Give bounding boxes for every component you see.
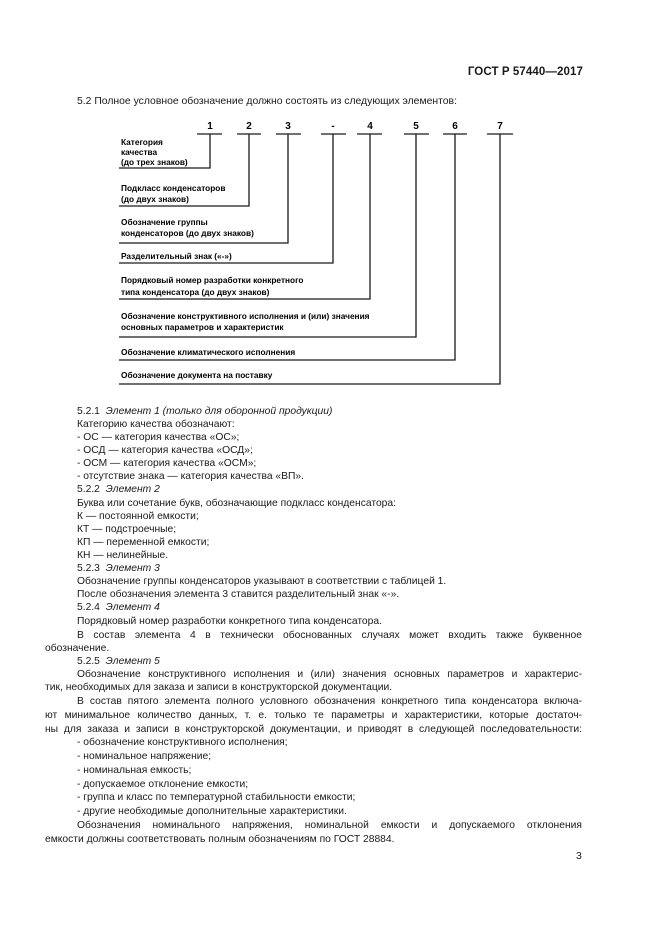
list-item: К — постоянной емкости; (77, 511, 199, 522)
subsection-title: Элемент 5 (105, 656, 160, 667)
subsection-number: 5.2.3 (77, 563, 100, 574)
position-number: 2 (246, 121, 252, 132)
diagram-label-3: Обозначение группы (121, 217, 208, 227)
list-item: - ОСД — категория качества «ОСД»; (77, 445, 253, 456)
subsection-number: 5.2.5 (77, 656, 100, 667)
diagram-label-4: типа конденсатора (до двух знаков) (121, 287, 270, 297)
paragraph: Категорию качества обозначают: (77, 419, 235, 430)
list-item: - группа и класс по температурной стабильности емкости; (77, 792, 356, 803)
subsection-number: 5.2.2 (77, 484, 100, 495)
paragraph: ны для заказа и записи в конструкторской документации, и приводят в следующей последовательности: (45, 724, 582, 735)
paragraph: емкости должны соответствовать полным обозначениям по ГОСТ 28884. (45, 834, 395, 845)
position-number: 5 (413, 121, 419, 132)
subsection-heading (77, 602, 160, 614)
diagram-label-1: (до трех знаков) (121, 157, 188, 167)
subsection-heading (77, 484, 160, 496)
subsection-title: Элемент 4 (105, 602, 160, 613)
paragraph: Обозначение группы конденсаторов указывают в соответствии с таблицей 1. (77, 576, 447, 587)
position-number: 6 (452, 121, 458, 132)
list-item: КН — нелинейные. (77, 550, 169, 561)
list-item: - отсутствие знака — категория качества «ВП». (77, 471, 305, 482)
paragraph: Обозначения номинального напряжения, номинальной емкости и допускаемого отклонения (77, 820, 582, 831)
diagram-label-6: Обозначение климатического исполнения (121, 347, 296, 357)
diagram-label-7: Обозначение документа на поставку (121, 370, 273, 380)
paragraph: В состав элемента 4 в технически обоснованных случаях может входить также буквенное (77, 630, 582, 641)
diagram-label-2: (до двух знаков) (121, 194, 189, 204)
position-number: 3 (285, 121, 291, 132)
paragraph: тик, необходимых для заказа и записи в конструкторской документации. (45, 682, 393, 693)
diagram-label-3: конденсаторов (до двух знаков) (121, 228, 254, 238)
list-item: - ОС — категория качества «ОС»; (77, 432, 240, 443)
subsection-heading (77, 406, 332, 418)
subsection-number: 5.2.4 (77, 602, 100, 613)
diagram-label-1: качества (121, 147, 158, 157)
position-number: 7 (497, 121, 503, 132)
subsection-heading (77, 656, 160, 668)
diagram-label-5: Обозначение конструктивного исполнения и (или) значения (121, 311, 370, 321)
list-item: - допускаемое отклонение емкости; (77, 779, 249, 790)
list-item: - обозначение конструктивного исполнения; (77, 737, 288, 748)
list-item: - номинальная емкость; (77, 765, 192, 776)
subsection-title: Элемент 2 (105, 484, 160, 495)
list-item: - ОСМ — категория качества «ОСМ»; (77, 458, 257, 469)
subsection-heading (77, 563, 160, 575)
designation-diagram (0, 0, 661, 400)
paragraph: После обозначения элемента 3 ставится разделительный знак «-». (77, 589, 400, 600)
paragraph: Буква или сочетание букв, обозначающие подкласс конденсатора: (77, 498, 396, 509)
list-item: КТ — подстроечные; (77, 524, 177, 535)
paragraph: обозначение. (45, 643, 110, 654)
position-number: 4 (367, 121, 373, 132)
section-5-2-intro: 5.2 Полное условное обозначение должно состоять из следующих элементов: (77, 96, 457, 107)
diagram-label-1: Категория (121, 137, 163, 147)
list-item: - другие необходимые дополнительные характеристики. (77, 806, 347, 817)
position-separator: - (331, 121, 335, 132)
subsection-title: Элемент 1 (только для оборонной продукции) (105, 406, 333, 417)
paragraph: Обозначение конструктивного исполнения и (или) значения основных параметров и характерис- (77, 669, 582, 680)
document-code: ГОСТ Р 57440—2017 (467, 66, 583, 78)
paragraph: ют минимальное количество данных, т. е. только те параметры и характеристики, которые достаточ- (45, 710, 582, 721)
diagram-label-2: Подкласс конденсаторов (121, 183, 226, 193)
paragraph: Порядковый номер разработки конкретного типа конденсатора. (77, 616, 382, 627)
diagram-label-separator: Разделительный знак («-») (121, 251, 232, 261)
subsection-title: Элемент 3 (105, 563, 160, 574)
paragraph: В состав пятого элемента полного условного обозначения конкретного типа конденсатора включа- (77, 696, 582, 707)
list-item: КП — переменной емкости; (77, 537, 210, 548)
list-item: - номинальное напряжение; (77, 751, 212, 762)
position-number: 1 (207, 121, 213, 132)
subsection-number: 5.2.1 (77, 406, 100, 417)
diagram-label-4: Порядковый номер разработки конкретного (121, 275, 304, 285)
diagram-label-5: основных параметров и характеристик (121, 322, 284, 332)
page-number: 3 (576, 850, 582, 862)
